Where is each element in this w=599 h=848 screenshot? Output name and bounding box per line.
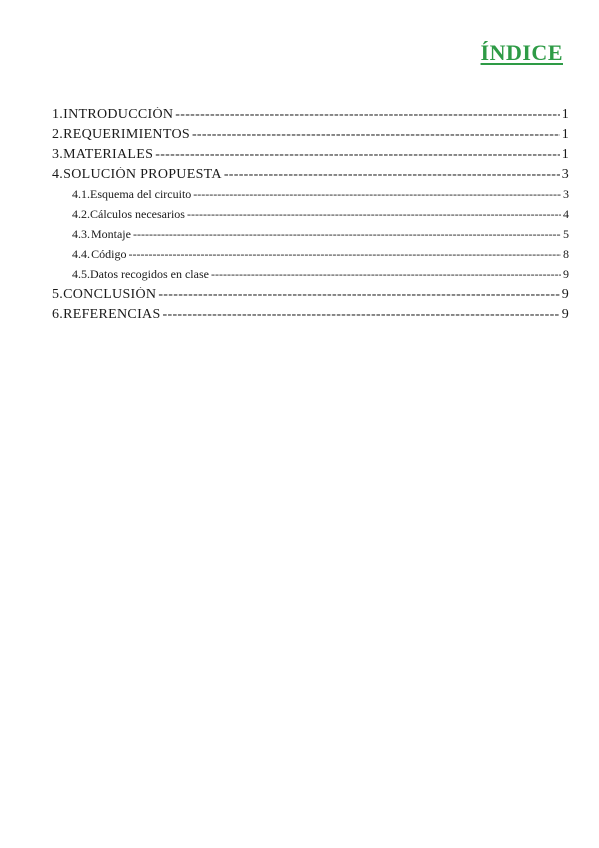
toc-entry-page: 5: [563, 227, 569, 241]
toc-entry-page: 8: [563, 247, 569, 261]
toc-entry-number: 6.: [52, 307, 64, 322]
toc-entry-referencias[interactable]: [52, 307, 569, 327]
toc-dot-leader: [163, 307, 560, 323]
toc-entry-label: Cálculos necesarios: [90, 207, 185, 221]
toc-dot-leader: [193, 187, 561, 202]
toc-entry-label: REFERENCIAS: [63, 307, 161, 322]
toc-entry-page: 3: [563, 187, 569, 201]
toc-entry-label: SOLUCIÓN PROPUESTA: [63, 167, 222, 182]
toc-entry-page: 1: [561, 127, 569, 142]
toc-entry-number: 3.: [52, 147, 64, 162]
toc-entry-number: 4.1.: [72, 187, 90, 201]
toc-entry-page: 1: [561, 107, 569, 122]
toc-entry-page: 9: [563, 267, 569, 281]
toc-dot-leader: [211, 267, 561, 282]
toc-entry-number: 1.: [52, 107, 64, 122]
toc-dot-leader: [192, 127, 560, 143]
toc-entry-montaje[interactable]: [52, 227, 569, 247]
toc-dot-leader: [155, 147, 559, 163]
toc-entry-number: 4.3.: [72, 227, 90, 241]
toc-entry-introduccion[interactable]: [52, 107, 569, 127]
toc-dot-leader: [129, 247, 561, 262]
toc-dot-leader: [133, 227, 561, 242]
toc-dot-leader: [187, 207, 561, 222]
toc-entry-number: 4.4.: [72, 247, 90, 261]
toc-entry-datos-recogidos[interactable]: [52, 267, 569, 287]
toc-entry-page: 9: [561, 307, 569, 322]
toc-entry-page: 1: [561, 147, 569, 162]
toc-entry-materiales[interactable]: [52, 147, 569, 167]
toc-entry-number: 4.: [52, 167, 64, 182]
toc-entry-label: INTRODUCCIÓN: [63, 107, 174, 122]
toc-entry-number: 5.: [52, 287, 64, 302]
toc-entry-label: MATERIALES: [63, 147, 154, 162]
page-title: ÍNDICE: [480, 40, 563, 65]
toc-entry-label: REQUERIMIENTOS: [63, 127, 190, 142]
toc-entry-label: CONCLUSIÓN: [63, 287, 157, 302]
toc-entry-conclusion[interactable]: [52, 287, 569, 307]
toc-entry-codigo[interactable]: [52, 247, 569, 267]
toc-entry-page: 4: [563, 207, 569, 221]
toc-dot-leader: [175, 107, 559, 123]
toc-dot-leader: [158, 287, 559, 303]
toc-entry-number: 4.5.: [72, 267, 90, 281]
table-of-contents: [52, 107, 569, 327]
toc-entry-calculos-necesarios[interactable]: [52, 207, 569, 227]
toc-entry-requerimientos[interactable]: [52, 127, 569, 147]
toc-entry-label: Datos recogidos en clase: [90, 267, 209, 281]
toc-entry-page: 9: [561, 287, 569, 302]
toc-entry-page: 3: [561, 167, 569, 182]
toc-entry-label: Esquema del circuito: [90, 187, 192, 201]
toc-entry-number: 2.: [52, 127, 64, 142]
toc-entry-number: 4.2.: [72, 207, 90, 221]
toc-entry-label: Código: [91, 247, 127, 261]
toc-entry-label: Montaje: [90, 227, 131, 241]
toc-entry-solucion-propuesta[interactable]: [52, 167, 569, 187]
toc-dot-leader: [224, 167, 560, 183]
toc-entry-esquema-circuito[interactable]: [52, 187, 569, 207]
